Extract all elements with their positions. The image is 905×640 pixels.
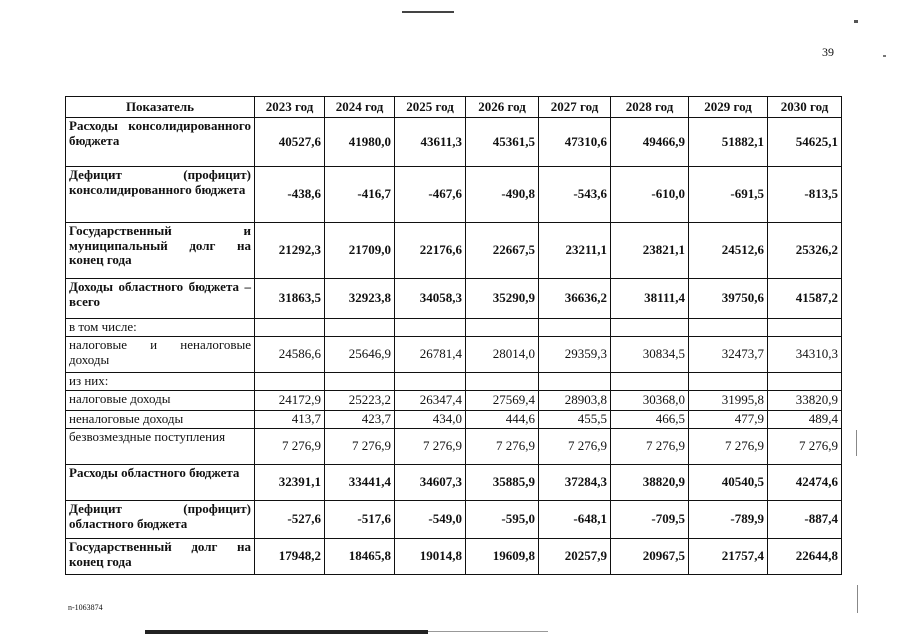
table-cell: 20967,5 (611, 539, 689, 575)
table-cell: -517,6 (325, 501, 395, 539)
table-cell: 434,0 (395, 411, 466, 429)
table-cell: 22644,8 (768, 539, 842, 575)
table-row (66, 373, 842, 391)
table-cell: 18465,8 (325, 539, 395, 575)
table-cell: -543,6 (539, 167, 611, 223)
table-cell: 21709,0 (325, 223, 395, 279)
table-cell (395, 319, 466, 337)
table-row (66, 501, 842, 539)
table-row (66, 279, 842, 319)
header-year: 2025 год (395, 97, 466, 118)
header-year: 2023 год (255, 97, 325, 118)
table-header-row (66, 97, 842, 118)
table-cell: -691,5 (689, 167, 768, 223)
scan-artifact-mark (856, 430, 857, 456)
table-cell: -438,6 (255, 167, 325, 223)
header-year: 2030 год (768, 97, 842, 118)
table-cell: 444,6 (466, 411, 539, 429)
table-cell: 34607,3 (395, 465, 466, 501)
row-label: Расходы консолидированного бюджета (66, 118, 255, 167)
table-row (66, 539, 842, 575)
table-cell: 19609,8 (466, 539, 539, 575)
table-cell: 25326,2 (768, 223, 842, 279)
table-row (66, 391, 842, 411)
table-cell: 26781,4 (395, 337, 466, 373)
table-cell: 28014,0 (466, 337, 539, 373)
table-cell: -789,9 (689, 501, 768, 539)
table-cell: 22667,5 (466, 223, 539, 279)
table-cell: 26347,4 (395, 391, 466, 411)
table-cell: -887,4 (768, 501, 842, 539)
table-cell (689, 319, 768, 337)
table-cell: 51882,1 (689, 118, 768, 167)
table-cell (466, 373, 539, 391)
table-cell: 27569,4 (466, 391, 539, 411)
table-cell: 477,9 (689, 411, 768, 429)
table-cell: 34310,3 (768, 337, 842, 373)
table-cell: 40527,6 (255, 118, 325, 167)
table-cell (539, 373, 611, 391)
header-year: 2027 год (539, 97, 611, 118)
table-row (66, 118, 842, 167)
table-cell (539, 319, 611, 337)
table-cell: 34058,3 (395, 279, 466, 319)
table-cell: 33820,9 (768, 391, 842, 411)
scan-artifact-line (428, 631, 548, 632)
table-cell: 35290,9 (466, 279, 539, 319)
table-row (66, 223, 842, 279)
table-cell: 25646,9 (325, 337, 395, 373)
table-cell: -467,6 (395, 167, 466, 223)
table-cell: -527,6 (255, 501, 325, 539)
table-cell: 47310,6 (539, 118, 611, 167)
table-cell: 38111,4 (611, 279, 689, 319)
table-cell: 29359,3 (539, 337, 611, 373)
table-cell (255, 319, 325, 337)
row-label: Дефицит (профицит) областного бюджета (66, 501, 255, 539)
table-cell: 7 276,9 (325, 429, 395, 465)
table-cell: 423,7 (325, 411, 395, 429)
table-cell: 7 276,9 (255, 429, 325, 465)
table-cell: 23821,1 (611, 223, 689, 279)
header-year: 2029 год (689, 97, 768, 118)
row-label: в том числе: (66, 319, 255, 337)
table-cell: 37284,3 (539, 465, 611, 501)
table-cell: 45361,5 (466, 118, 539, 167)
table-row (66, 167, 842, 223)
table-cell: 38820,9 (611, 465, 689, 501)
row-label: налоговые доходы (66, 391, 255, 411)
table-cell: 32473,7 (689, 337, 768, 373)
table-row (66, 429, 842, 465)
table-row (66, 411, 842, 429)
scan-artifact-line (145, 630, 428, 634)
scan-artifact-mark (857, 585, 858, 613)
table-cell (466, 319, 539, 337)
table-cell: 40540,5 (689, 465, 768, 501)
document-code: n-1063874 (68, 603, 103, 612)
table-cell: 24512,6 (689, 223, 768, 279)
table-cell: 19014,8 (395, 539, 466, 575)
row-label: налоговые и неналоговые доходы (66, 337, 255, 373)
table-cell: 455,5 (539, 411, 611, 429)
table-row (66, 319, 842, 337)
table-cell: -595,0 (466, 501, 539, 539)
row-label: Дефицит (профицит) консолидированного бюджета (66, 167, 255, 223)
table-cell: -416,7 (325, 167, 395, 223)
table-cell (325, 373, 395, 391)
page-number: 39 (822, 45, 834, 59)
table-cell (325, 319, 395, 337)
table-cell: 7 276,9 (539, 429, 611, 465)
row-label: Государственный и муниципальный долг на конец года (66, 223, 255, 279)
header-year: 2028 год (611, 97, 689, 118)
table-cell: 33441,4 (325, 465, 395, 501)
row-label: безвозмездные поступления (66, 429, 255, 465)
table-cell: 41587,2 (768, 279, 842, 319)
table-cell: 49466,9 (611, 118, 689, 167)
table-cell: 41980,0 (325, 118, 395, 167)
table-cell: 23211,1 (539, 223, 611, 279)
table-cell: 32391,1 (255, 465, 325, 501)
header-indicator: Показатель (66, 97, 255, 118)
header-year: 2026 год (466, 97, 539, 118)
table-cell (689, 373, 768, 391)
table-cell (611, 373, 689, 391)
table-cell: 30834,5 (611, 337, 689, 373)
table-cell: 413,7 (255, 411, 325, 429)
table-cell: 24172,9 (255, 391, 325, 411)
table-cell: -813,5 (768, 167, 842, 223)
table-row (66, 465, 842, 501)
table-cell (768, 319, 842, 337)
table-cell: 35885,9 (466, 465, 539, 501)
table-cell: 30368,0 (611, 391, 689, 411)
table-cell: -549,0 (395, 501, 466, 539)
row-label: из них: (66, 373, 255, 391)
scan-artifact-mark (854, 20, 858, 23)
table-cell: 28903,8 (539, 391, 611, 411)
table-cell: 7 276,9 (768, 429, 842, 465)
table-cell: 20257,9 (539, 539, 611, 575)
table-cell: 7 276,9 (689, 429, 768, 465)
table-cell: -610,0 (611, 167, 689, 223)
table-cell: 36636,2 (539, 279, 611, 319)
table-cell: 7 276,9 (466, 429, 539, 465)
table-cell: -490,8 (466, 167, 539, 223)
table-cell: 17948,2 (255, 539, 325, 575)
table-cell: 466,5 (611, 411, 689, 429)
table-cell: 39750,6 (689, 279, 768, 319)
table-cell: 21292,3 (255, 223, 325, 279)
table-cell: 43611,3 (395, 118, 466, 167)
table-cell (611, 319, 689, 337)
table-cell (255, 373, 325, 391)
table-cell: 42474,6 (768, 465, 842, 501)
table-cell: 7 276,9 (395, 429, 466, 465)
table-cell: 489,4 (768, 411, 842, 429)
scan-artifact-mark (883, 55, 886, 57)
scan-artifact-line (402, 11, 454, 13)
table-cell: 54625,1 (768, 118, 842, 167)
table-row (66, 337, 842, 373)
table-cell: 7 276,9 (611, 429, 689, 465)
table-cell: 31863,5 (255, 279, 325, 319)
table-cell: 22176,6 (395, 223, 466, 279)
header-year: 2024 год (325, 97, 395, 118)
table-cell: -709,5 (611, 501, 689, 539)
table-cell: 21757,4 (689, 539, 768, 575)
table-cell: 25223,2 (325, 391, 395, 411)
row-label: Доходы областного бюджета – всего (66, 279, 255, 319)
table-cell: 24586,6 (255, 337, 325, 373)
table-cell: -648,1 (539, 501, 611, 539)
row-label: неналоговые доходы (66, 411, 255, 429)
table-cell: 32923,8 (325, 279, 395, 319)
table-cell (768, 373, 842, 391)
forecast-table (65, 96, 842, 575)
row-label: Государственный долг на конец года (66, 539, 255, 575)
row-label: Расходы областного бюджета (66, 465, 255, 501)
table-cell: 31995,8 (689, 391, 768, 411)
table-cell (395, 373, 466, 391)
